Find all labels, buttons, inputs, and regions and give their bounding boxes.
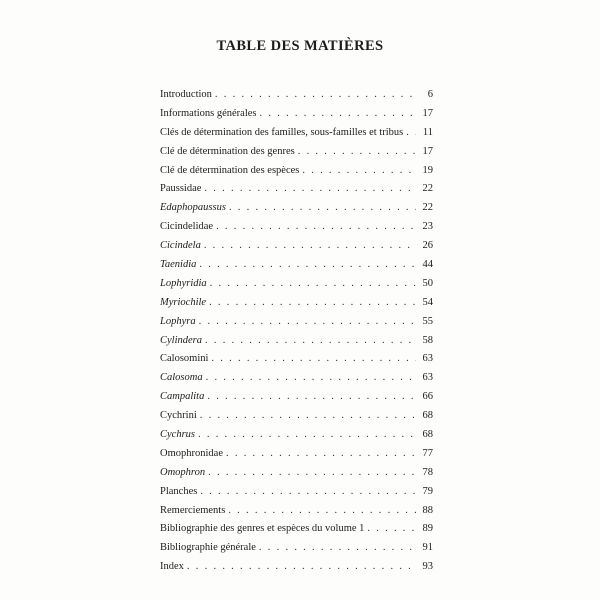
toc-entry-page-number: 58 [422,334,433,346]
toc-entry-label: Cylindera [160,334,202,346]
toc-entry-label: Index [160,561,184,573]
toc-entry-label: Campalita [160,391,205,403]
toc-entry-page-number: 17 [422,145,433,157]
dot-leader [215,86,416,105]
dot-leader [302,162,416,181]
dot-leader [367,520,416,539]
toc-entry [160,105,433,124]
toc-entry [160,313,433,332]
toc-entry-page-number: 91 [422,542,433,554]
toc-entry-label: Clé de détermination des espèces [160,164,300,176]
toc-entry-label: Clés de détermination des familles, sous-familles et tribus [160,126,404,138]
toc-entry-label: Taenidia [160,259,197,271]
toc-entry [160,539,433,558]
toc-entry-page-number: 79 [422,485,433,497]
toc-entry-label: Omophron [160,466,206,478]
toc-entry-label: Edaphopaussus [160,202,226,214]
toc-entry-label: Cicindelidae [160,221,214,233]
dot-leader [199,313,416,332]
toc-entry [160,483,433,502]
dot-leader [199,256,416,275]
toc-entry [160,237,433,256]
toc-entry-label: Cychrus [160,429,195,441]
toc-entry [160,426,433,445]
toc-entry-label: Calosomini [160,353,209,365]
dot-leader [229,199,416,218]
dot-leader [216,218,416,237]
toc-entry [160,143,433,162]
toc-entry [160,180,433,199]
toc-entry [160,502,433,521]
toc-entry-page-number: 78 [422,466,433,478]
toc-entry [160,275,433,294]
toc-entry [160,407,433,426]
toc-entry [160,332,433,351]
dot-leader [226,445,416,464]
toc-entry-label: Omophronidae [160,447,223,459]
dot-leader [211,350,416,369]
toc-entry-page-number: 26 [422,240,433,252]
dot-leader [200,407,416,426]
toc-entry [160,350,433,369]
toc-entry-page-number: 23 [422,221,433,233]
toc-entry [160,124,433,143]
toc-entry [160,558,433,577]
toc-entry-page-number: 66 [422,391,433,403]
toc-entry [160,294,433,313]
toc-entry-page-number: 93 [422,561,433,573]
toc-entry-label: Planches [160,485,198,497]
toc-entry-label: Introduction [160,89,212,100]
dot-leader [260,105,416,124]
toc-entry-label: Bibliographie des genres et espèces du volume 1 [160,523,365,535]
dot-leader [207,388,416,407]
toc-entry-label: Paussidae [160,183,202,195]
toc-entry-page-number: 50 [422,277,433,289]
dot-leader [208,464,416,483]
toc-entry-page-number: 19 [422,164,433,176]
toc-entry [160,369,433,388]
toc-entry-label: Clé de détermination des genres [160,145,295,157]
dot-leader [259,539,416,558]
toc-entry [160,218,433,237]
toc-entry [160,520,433,539]
dot-leader [204,180,416,199]
dot-leader [200,483,416,502]
toc-entry-page-number: 22 [422,202,433,214]
toc-entry-page-number: 88 [422,504,433,516]
toc-entry [160,464,433,483]
dot-leader [206,369,416,388]
toc-entry-page-number: 54 [422,296,433,308]
toc-entry-page-number: 77 [422,447,433,459]
toc-entry-label: Lophyridia [160,277,207,289]
toc-entry-page-number: 17 [422,107,433,119]
toc-entry [160,162,433,181]
toc-entry-page-number: 11 [422,126,433,138]
toc-entry [160,388,433,407]
dot-leader [298,143,416,162]
dot-leader [406,124,416,143]
toc-entry-label: Cicindela [160,240,201,252]
toc-entry-label: Myriochile [160,296,207,308]
dot-leader [210,275,416,294]
toc-entry-page-number: 44 [422,259,433,271]
toc-entry-page-number: 63 [422,353,433,365]
toc-entry-label: Informations générales [160,107,257,119]
toc-entry-label: Calosoma [160,372,203,384]
table-of-contents [160,86,433,577]
toc-entry-page-number: 22 [422,183,433,195]
toc-entry [160,86,433,105]
page-title: TABLE DES MATIÈRES [216,38,384,54]
dot-leader [187,558,416,577]
dot-leader [204,237,416,256]
toc-entry [160,445,433,464]
toc-entry-label: Cychrini [160,410,197,422]
toc-entry-label: Remerciements [160,504,226,516]
toc-entry-page-number: 89 [422,523,433,535]
toc-entry-page-number: 63 [422,372,433,384]
dot-leader [209,294,416,313]
dot-leader [205,332,416,351]
dot-leader [228,502,416,521]
dot-leader [198,426,416,445]
toc-entry-page-number: 6 [427,89,433,100]
toc-entry [160,199,433,218]
toc-entry-label: Bibliographie générale [160,542,256,554]
toc-entry-label: Lophyra [160,315,196,327]
toc-entry [160,256,433,275]
toc-entry-page-number: 68 [422,410,433,422]
toc-entry-page-number: 68 [422,429,433,441]
toc-entry-page-number: 55 [422,315,433,327]
